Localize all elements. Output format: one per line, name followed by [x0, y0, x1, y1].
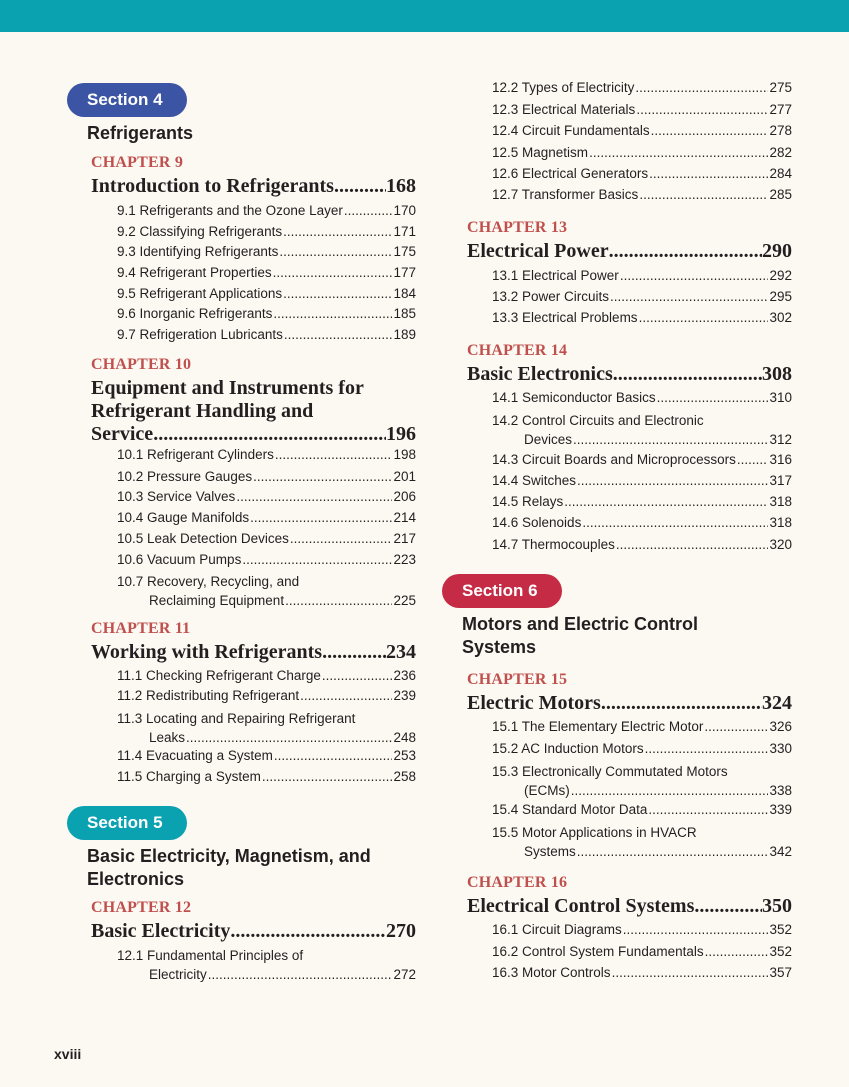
toc-entry[interactable]: 9.5 Refrigerant Applications ..... 184	[117, 286, 416, 302]
toc-entry[interactable]: 12.7 Transformer Basics ..... 285	[492, 187, 792, 203]
toc-entry[interactable]: 15.1 The Elementary Electric Motor ..... 326	[492, 719, 792, 735]
chapter-12-label: CHAPTER 12	[91, 899, 192, 916]
toc-entry[interactable]: 9.6 Inorganic Refrigerants ..... 185	[117, 306, 416, 322]
section-5-pill: Section 5	[67, 806, 187, 840]
toc-entry[interactable]: 11.5 Charging a System ..... 258	[117, 769, 416, 785]
chapter-13-label: CHAPTER 13	[467, 219, 568, 236]
toc-entry[interactable]: 12.6 Electrical Generators ..... 284	[492, 166, 792, 182]
chapter-12-title[interactable]: Basic Electricity ..... 270	[91, 920, 416, 943]
toc-entry[interactable]: 11.4 Evacuating a System ..... 253	[117, 748, 416, 764]
toc-entry[interactable]: 12.5 Magnetism ..... 282	[492, 145, 792, 161]
toc-entry[interactable]: 9.4 Refrigerant Properties ..... 177	[117, 265, 416, 281]
page-folio: xviii	[54, 1046, 82, 1062]
toc-entry[interactable]: 14.1 Semiconductor Basics ..... 310	[492, 390, 792, 406]
chapter-16-title[interactable]: Electrical Control Systems ..... 350	[467, 895, 792, 918]
chapter-9-title[interactable]: Introduction to Refrigerants ..... 168	[91, 175, 416, 198]
toc-entry[interactable]: 14.4 Switches ..... 317	[492, 473, 792, 489]
toc-entry[interactable]: 16.2 Control System Fundamentals ..... 352	[492, 944, 792, 960]
toc-entry[interactable]: 9.7 Refrigeration Lubricants ..... 189	[117, 327, 416, 343]
toc-entry[interactable]: 16.3 Motor Controls ..... 357	[492, 965, 792, 981]
toc-entry[interactable]: 14.6 Solenoids ..... 318	[492, 515, 792, 531]
toc-entry[interactable]: 15.4 Standard Motor Data ..... 339	[492, 802, 792, 818]
toc-entry[interactable]: 12.3 Electrical Materials ..... 277	[492, 102, 792, 118]
toc-entry[interactable]: 13.1 Electrical Power ..... 292	[492, 268, 792, 284]
toc-entry[interactable]: 9.1 Refrigerants and the Ozone Layer ..... 170	[117, 203, 416, 219]
section-4-title: Refrigerants	[87, 123, 194, 143]
chapter-16-label: CHAPTER 16	[467, 874, 568, 891]
toc-entry[interactable]: 10.6 Vacuum Pumps ..... 223	[117, 552, 416, 568]
toc-entry[interactable]: 12.2 Types of Electricity ..... 275	[492, 80, 792, 96]
section-4-pill: Section 4	[67, 83, 187, 117]
toc-entry[interactable]: 9.2 Classifying Refrigerants ..... 171	[117, 224, 416, 240]
toc-entry[interactable]: 10.2 Pressure Gauges ..... 201	[117, 469, 416, 485]
chapter-13-title[interactable]: Electrical Power ..... 290	[467, 240, 792, 263]
toc-entry[interactable]: 15.2 AC Induction Motors ..... 330	[492, 741, 792, 757]
toc-entry[interactable]: 10.3 Service Valves ..... 206	[117, 489, 416, 505]
toc-entry[interactable]: 13.2 Power Circuits ..... 295	[492, 289, 792, 305]
toc-entry[interactable]: 11.1 Checking Refrigerant Charge ..... 236	[117, 668, 416, 684]
toc-entry[interactable]: 10.5 Leak Detection Devices ..... 217	[117, 531, 416, 547]
toc-entry[interactable]: 14.5 Relays ..... 318	[492, 494, 792, 510]
toc-entry[interactable]: 11.2 Redistributing Refrigerant ..... 239	[117, 688, 416, 704]
chapter-11-title[interactable]: Working with Refrigerants ..... 234	[91, 641, 416, 664]
toc-entry[interactable]: 16.1 Circuit Diagrams ..... 352	[492, 922, 792, 938]
toc-entry[interactable]: 12.4 Circuit Fundamentals ..... 278	[492, 123, 792, 139]
chapter-15-label: CHAPTER 15	[467, 671, 568, 688]
toc-entry[interactable]: 14.3 Circuit Boards and Microprocessors ..... 316	[492, 452, 792, 468]
section-6-title: Motors and Electric Control Systems	[462, 614, 699, 657]
chapter-10-title[interactable]: Equipment and Instruments for Refrigerant Handling and Service ..... 196	[91, 377, 416, 446]
chapter-11-label: CHAPTER 11	[91, 620, 191, 637]
toc-entry[interactable]: 13.3 Electrical Problems ..... 302	[492, 310, 792, 326]
toc-entry-two-line[interactable]: 10.7 Recovery, Recycling, and Reclaiming Equipment ..... 225	[117, 572, 416, 610]
chapter-10-label: CHAPTER 10	[91, 356, 192, 373]
toc-entry[interactable]: 14.7 Thermocouples ..... 320	[492, 537, 792, 553]
toc-entry-two-line[interactable]: 15.3 Electronically Commutated Motors (ECMs) ..... 338	[492, 762, 792, 800]
section-6-pill: Section 6	[442, 574, 562, 608]
toc-entry-two-line[interactable]: 15.5 Motor Applications in HVACR Systems ..... 342	[492, 823, 792, 861]
section-5-title: Basic Electricity, Magnetism, and Electronics	[87, 846, 371, 889]
toc-entry[interactable]: 9.3 Identifying Refrigerants ..... 175	[117, 244, 416, 260]
chapter-14-title[interactable]: Basic Electronics ..... 308	[467, 363, 792, 386]
chapter-9-label: CHAPTER 9	[91, 154, 184, 171]
toc-entry-two-line[interactable]: 12.1 Fundamental Principles of Electricity ..... 272	[117, 946, 416, 984]
chapter-15-title[interactable]: Electric Motors ..... 324	[467, 692, 792, 715]
toc-entry[interactable]: 10.1 Refrigerant Cylinders ..... 198	[117, 447, 416, 463]
toc-entry-two-line[interactable]: 14.2 Control Circuits and Electronic Devices ..... 312	[492, 411, 792, 449]
top-color-bar	[0, 0, 849, 32]
chapter-14-label: CHAPTER 14	[467, 342, 568, 359]
toc-entry-two-line[interactable]: 11.3 Locating and Repairing Refrigerant Leaks ..... 248	[117, 709, 416, 747]
toc-entry[interactable]: 10.4 Gauge Manifolds ..... 214	[117, 510, 416, 526]
